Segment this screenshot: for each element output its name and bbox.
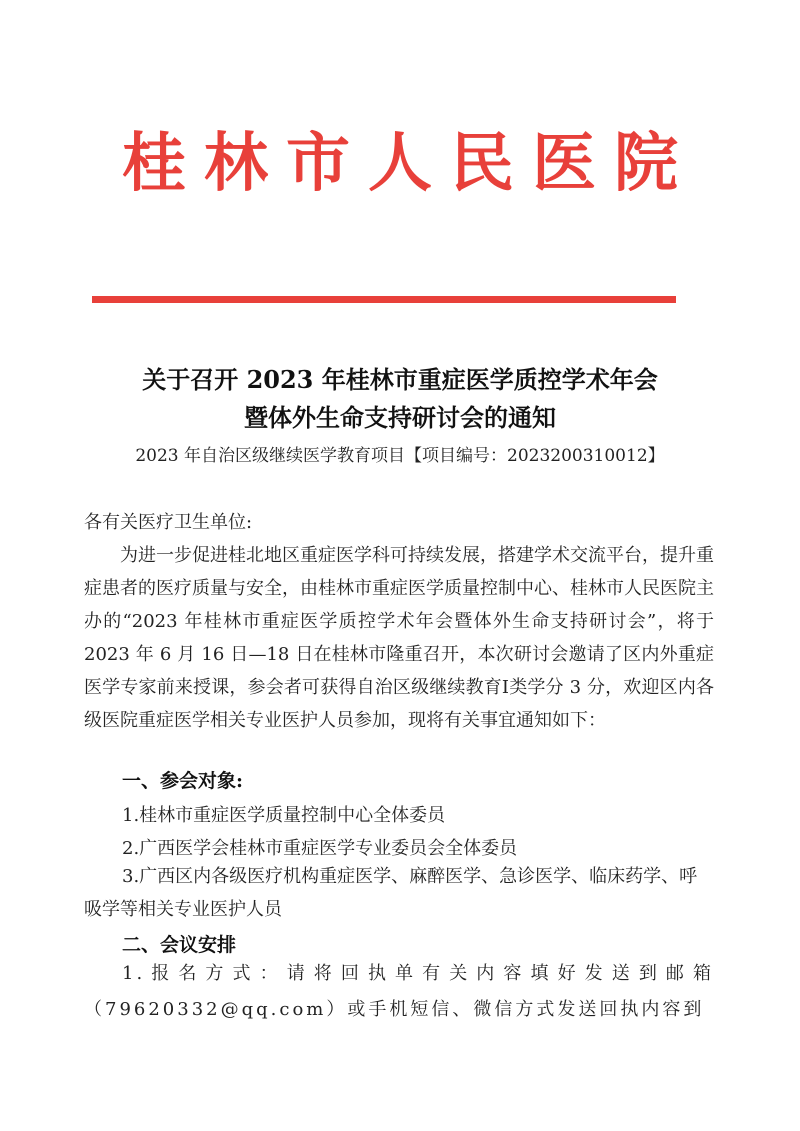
intro-text: 为进一步促进桂北地区重症医学科可持续发展，搭建学术交流平台，提升重症患者的医疗质量与安全，由桂林市重症医学质量控制中心、桂林市人民医院主办的“2023 年桂林市重症医学质控学术年会暨体外生命支持研讨会”，将于 2023 年 6 月 16 日—18 日在桂林市隆重召开，本次研讨会邀请了区内外重症医学专家前来授课，参会者可获得自治区级继续教育Ⅰ类学分 3 分，欢迎区内各级医院重症医学相关专业医护人员参加，现将有关事宜通知如下： [84,545,714,731]
project-subtitle: 2023 年自治区级继续医学教育项目【项目编号：2023200310012】 [135,446,665,466]
attendee-item-1: 1.桂林市重症医学质量控制中心全体委员 [122,805,446,826]
red-divider-line [92,296,676,303]
notice-title-line2: 暨体外生命支持研讨会的通知 [244,403,556,432]
section-heading-attendees: 一、参会对象: [122,770,244,792]
org-header: 桂林市人民医院 [122,126,696,201]
attendee-item-2: 2.广西医学会桂林市重症医学专业委员会全体委员 [122,838,518,859]
section-heading-arrangement: 二、会议安排 [122,934,237,956]
registration-text: 1.报名方式：请将回执单有关内容填好发送到邮箱（79620332@qq.com）或手机短信、微信方式发送回执内容到 [84,963,714,1020]
notice-title-line1: 关于召开 2023 年桂林市重症医学质控学术年会 [142,365,658,394]
salutation: 各有关医疗卫生单位: [84,512,253,533]
attendee-item-3: 3.广西区内各级医疗机构重症医学、麻醉医学、急诊医学、临床药学、呼吸学等相关专业医护人员 [84,866,698,920]
intro-paragraph [84,539,714,737]
